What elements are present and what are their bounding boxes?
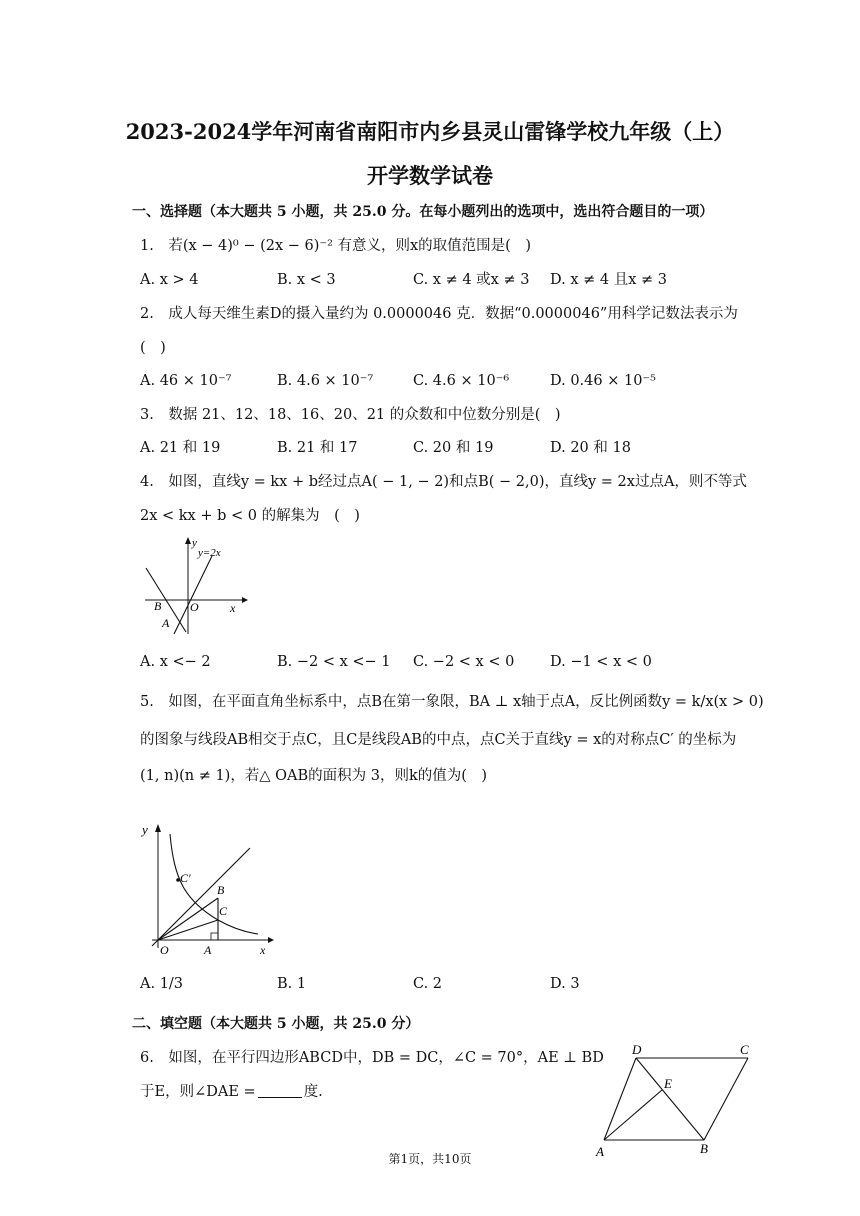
q3-option-c: C. 20 和 19 <box>413 440 494 456</box>
q4-stem-line-2: 2x < kx + b < 0 的解集为 ( ) <box>140 508 360 524</box>
q1-option-a: A. x > 4 <box>140 272 199 288</box>
q1-option-b: B. x < 3 <box>277 272 336 288</box>
q6-label-d: D <box>632 1042 642 1057</box>
q6-label-b: B <box>700 1141 708 1156</box>
q5-stem-line-2: 的图象与线段AB相交于点C，且C是线段AB的中点，点C关于直线y = x的对称点C′ 的坐标为 <box>140 732 737 748</box>
q2-stem-line-1: 2. 成人每天维生素D的摄入量约为 0.0000046 克．数据“0.0000046”用科学记数法表示为 <box>140 306 738 322</box>
q6-figure <box>592 1042 760 1160</box>
q5-label-c-prime: C′ <box>180 871 191 885</box>
page-footer: 第1页，共10页 <box>388 1152 472 1166</box>
q4-label-x: x <box>230 601 236 615</box>
q6-label-a: A <box>596 1144 604 1159</box>
title-line-1: 2023-2024学年河南省南阳市内乡县灵山雷锋学校九年级（上） <box>125 119 735 144</box>
q1-option-d: D. x ≠ 4 且x ≠ 3 <box>550 272 667 288</box>
q2-stem-line-2: ( ) <box>140 340 166 356</box>
q4-option-b: B. −2 < x <− 1 <box>277 654 391 670</box>
q2-option-d: D. 0.46 × 10⁻⁵ <box>550 373 656 389</box>
q6-stem-before-blank: 于E，则∠DAE = <box>140 1084 256 1100</box>
q4-option-c: C. −2 < x < 0 <box>413 654 515 670</box>
q2-option-a: A. 46 × 10⁻⁷ <box>140 373 232 389</box>
q3-option-d: D. 20 和 18 <box>550 440 631 456</box>
q4-label-y: y <box>192 537 197 549</box>
q6-answer-blank[interactable] <box>258 1083 302 1098</box>
q3-stem: 3. 数据 21、12、18、16、20、21 的众数和中位数分别是( ) <box>140 407 561 423</box>
q4-label-line: y=2x <box>198 547 221 559</box>
q5-label-y: y <box>142 822 148 837</box>
title-line-2: 开学数学试卷 <box>367 163 493 188</box>
q6-label-c: C <box>740 1042 749 1057</box>
q5-stem-line-3: (1, n)(n ≠ 1)，若△ OAB的面积为 3，则k的值为( ) <box>140 768 488 784</box>
q4-figure <box>140 534 250 638</box>
q4-label-a: A <box>162 616 170 630</box>
q2-option-b: B. 4.6 × 10⁻⁷ <box>277 373 374 389</box>
section-1-heading: 一、选择题（本大题共 5 小题，共 25.0 分。在每小题列出的选项中，选出符合题目的一项） <box>132 204 714 220</box>
q3-option-a: A. 21 和 19 <box>140 440 221 456</box>
q5-label-o: O <box>160 943 169 957</box>
q5-label-a: A <box>204 943 212 957</box>
q4-option-a: A. x <− 2 <box>140 654 211 670</box>
q4-option-d: D. −1 < x < 0 <box>550 654 652 670</box>
q1-option-c: C. x ≠ 4 或x ≠ 3 <box>413 272 530 288</box>
section-2-heading: 二、填空题（本大题共 5 小题，共 25.0 分） <box>132 1016 420 1032</box>
q4-stem-line-1: 4. 如图，直线y = kx + b经过点A( − 1, − 2)和点B( − 2,0)，直线y = 2x过点A，则不等式 <box>140 474 747 490</box>
q5-option-b: B. 1 <box>277 976 307 992</box>
q6-stem-line-1: 6. 如图，在平行四边形ABCD中，DB = DC，∠C = 70°，AE ⊥ BD <box>140 1050 604 1066</box>
q4-label-o: O <box>190 600 199 614</box>
q5-stem-line-1: 5. 如图，在平面直角坐标系中，点B在第一象限，BA ⊥ x轴于点A，反比例函数y = k/x(x > 0) <box>140 694 764 710</box>
q5-label-c: C <box>219 904 228 918</box>
q5-option-a: A. 1/3 <box>140 976 184 992</box>
q5-label-x: x <box>260 943 266 957</box>
q6-label-e: E <box>664 1076 672 1091</box>
q2-option-c: C. 4.6 × 10⁻⁶ <box>413 373 510 389</box>
q6-stem-line-2 <box>140 1082 323 1102</box>
q3-option-b: B. 21 和 17 <box>277 440 358 456</box>
q6-stem-after-blank: 度. <box>303 1084 323 1100</box>
q1-stem: 1. 若(x − 4)⁰ − (2x − 6)⁻² 有意义，则x的取值范围是( ) <box>140 238 531 254</box>
q5-label-b: B <box>217 883 225 897</box>
q4-label-b: B <box>154 599 162 613</box>
q5-option-d: D. 3 <box>550 976 580 992</box>
q5-option-c: C. 2 <box>413 976 443 992</box>
q5-figure <box>140 818 280 958</box>
